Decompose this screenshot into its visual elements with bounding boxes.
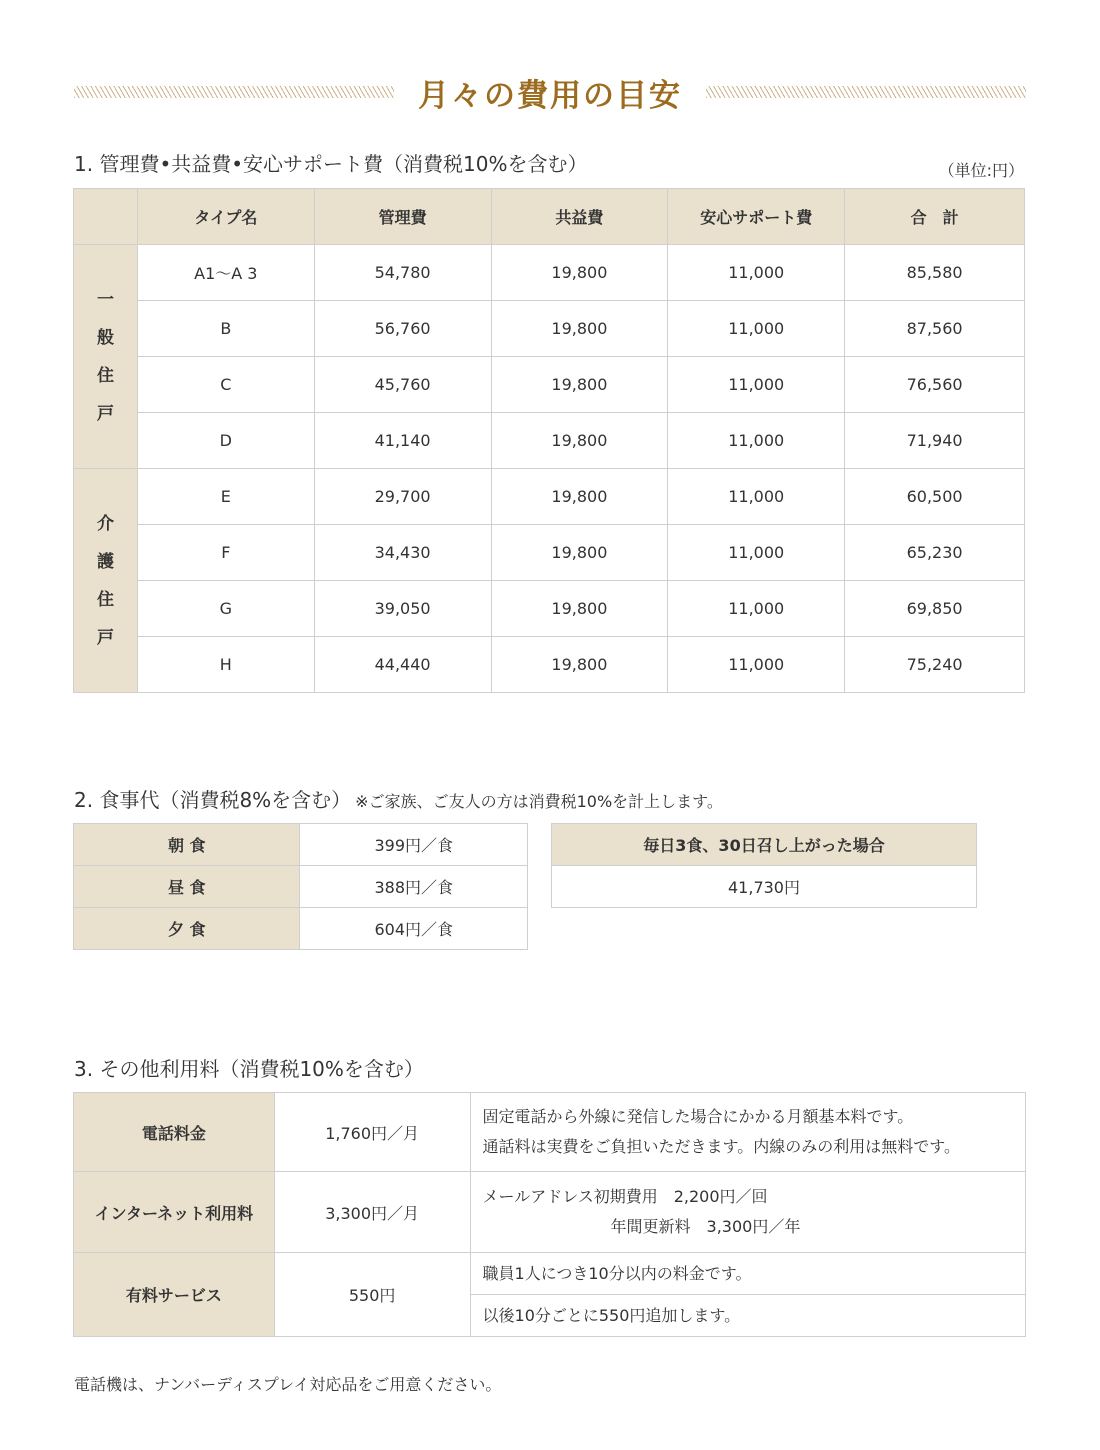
table-row (74, 245, 1025, 301)
meal-price-dinner: 604円／食 (300, 908, 528, 950)
cell-common: 19,800 (491, 245, 668, 301)
desc-line: 固定電話から外線に発信した場合にかかる月額基本料です。 (482, 1107, 914, 1126)
cell-management: 34,430 (314, 525, 491, 581)
title-decoration-right (706, 86, 1026, 98)
table-row (74, 824, 528, 866)
group-label-char: 住 (96, 589, 114, 610)
table-row (74, 866, 528, 908)
other-price-phone: 1,760円／月 (274, 1093, 470, 1172)
cell-management: 39,050 (314, 581, 491, 637)
footnote: 電話機は、ナンバーディスプレイ対応品をご用意ください。 (74, 1375, 502, 1394)
cell-management: 41,140 (314, 413, 491, 469)
other-desc-paid-service-1: 職員1人につき10分以内の料金です。 (470, 1253, 1025, 1295)
cell-common: 19,800 (491, 581, 668, 637)
table-row (74, 413, 1025, 469)
cell-support: 11,000 (668, 469, 845, 525)
cell-total: 69,850 (845, 581, 1025, 637)
unit-label: （単位:円） (938, 161, 1024, 180)
cell-type: G (137, 581, 314, 637)
cell-common: 19,800 (491, 525, 668, 581)
cell-common: 19,800 (491, 413, 668, 469)
meal-label-dinner: 夕 食 (74, 908, 300, 950)
table-row (552, 866, 977, 908)
cell-total: 71,940 (845, 413, 1025, 469)
meal-price-breakfast: 399円／食 (300, 824, 528, 866)
table-row (74, 301, 1025, 357)
cell-support: 11,000 (668, 581, 845, 637)
cell-management: 29,700 (314, 469, 491, 525)
group-label-char: 住 (96, 365, 114, 386)
cell-management: 56,760 (314, 301, 491, 357)
cell-support: 11,000 (668, 413, 845, 469)
table-row (74, 637, 1025, 693)
cell-support: 11,000 (668, 357, 845, 413)
cell-type: H (137, 637, 314, 693)
cell-support: 11,000 (668, 525, 845, 581)
cell-support: 11,000 (668, 245, 845, 301)
cell-support: 11,000 (668, 637, 845, 693)
cell-common: 19,800 (491, 301, 668, 357)
cell-type: F (137, 525, 314, 581)
group-label-1 (74, 469, 138, 693)
cell-type: C (137, 357, 314, 413)
header-type: タイプ名 (137, 189, 314, 245)
cell-type: D (137, 413, 314, 469)
table-row (74, 1172, 1026, 1253)
other-label-paid-service: 有料サービス (74, 1253, 275, 1337)
cell-total: 85,580 (845, 245, 1025, 301)
header-support: 安心サポート費 (668, 189, 845, 245)
header-common: 共益費 (491, 189, 668, 245)
section1-heading: 1. 管理費•共益費•安心サポート費（消費税10%を含む） (74, 152, 588, 176)
other-label-phone: 電話料金 (74, 1093, 275, 1172)
cell-support: 11,000 (668, 301, 845, 357)
meal-table (73, 823, 528, 950)
other-price-paid-service: 550円 (274, 1253, 470, 1337)
meal-price-lunch: 388円／食 (300, 866, 528, 908)
group-label-char: 般 (96, 327, 114, 348)
table-row (74, 581, 1025, 637)
cell-type: E (137, 469, 314, 525)
group-label-char: 戸 (96, 627, 114, 648)
meal-total-value: 41,730円 (552, 866, 977, 908)
other-price-internet: 3,300円／月 (274, 1172, 470, 1253)
other-desc-paid-service-2: 以後10分ごとに550円追加します。 (470, 1295, 1025, 1337)
header-blank (74, 189, 138, 245)
desc-line: 通話料は実費をご負担いただきます。内線のみの利用は無料です。 (482, 1137, 960, 1156)
other-fees-table (73, 1092, 1026, 1337)
section2-heading (74, 784, 723, 813)
table-row (552, 824, 977, 866)
cell-type: A1〜A 3 (137, 245, 314, 301)
table-row (74, 469, 1025, 525)
cell-total: 87,560 (845, 301, 1025, 357)
cell-type: B (137, 301, 314, 357)
cell-total: 76,560 (845, 357, 1025, 413)
section2-note: ※ご家族、ご友人の方は消費税10%を計上します。 (355, 792, 723, 811)
desc-line: 年間更新料 3,300円／年 (610, 1217, 801, 1236)
cell-total: 60,500 (845, 469, 1025, 525)
cell-common: 19,800 (491, 469, 668, 525)
header-management: 管理費 (314, 189, 491, 245)
table-row (74, 1093, 1026, 1172)
title-decoration-left (74, 86, 394, 98)
meal-total-header: 毎日3食、30日召し上がった場合 (552, 824, 977, 866)
cell-management: 44,440 (314, 637, 491, 693)
group-label-char: 一 (96, 289, 114, 310)
cell-total: 75,240 (845, 637, 1025, 693)
table-row (74, 1253, 1026, 1295)
fee-table-header (74, 189, 1025, 245)
table-row (74, 525, 1025, 581)
meal-label-breakfast: 朝 食 (74, 824, 300, 866)
cell-management: 54,780 (314, 245, 491, 301)
other-desc-phone (470, 1093, 1025, 1172)
other-desc-internet (470, 1172, 1025, 1253)
table-row (74, 357, 1025, 413)
section3-heading: 3. その他利用料（消費税10%を含む） (74, 1057, 424, 1081)
group-label-char: 介 (96, 513, 114, 534)
title-row (74, 64, 1026, 120)
table-row (74, 908, 528, 950)
cell-management: 45,760 (314, 357, 491, 413)
group-label-char: 護 (96, 551, 114, 572)
page-title: 月々の費用の目安 (418, 77, 682, 114)
section2-title: 2. 食事代（消費税8%を含む） (74, 788, 352, 812)
group-label-char: 戸 (96, 403, 114, 424)
other-label-internet: インターネット利用料 (74, 1172, 275, 1253)
meal-total-table (551, 823, 977, 908)
header-total: 合 計 (845, 189, 1025, 245)
group-label-0 (74, 245, 138, 469)
cell-common: 19,800 (491, 637, 668, 693)
fee-table (73, 188, 1025, 693)
cell-common: 19,800 (491, 357, 668, 413)
meal-label-lunch: 昼 食 (74, 866, 300, 908)
cell-total: 65,230 (845, 525, 1025, 581)
desc-line: メールアドレス初期費用 2,200円／回 (482, 1187, 768, 1206)
